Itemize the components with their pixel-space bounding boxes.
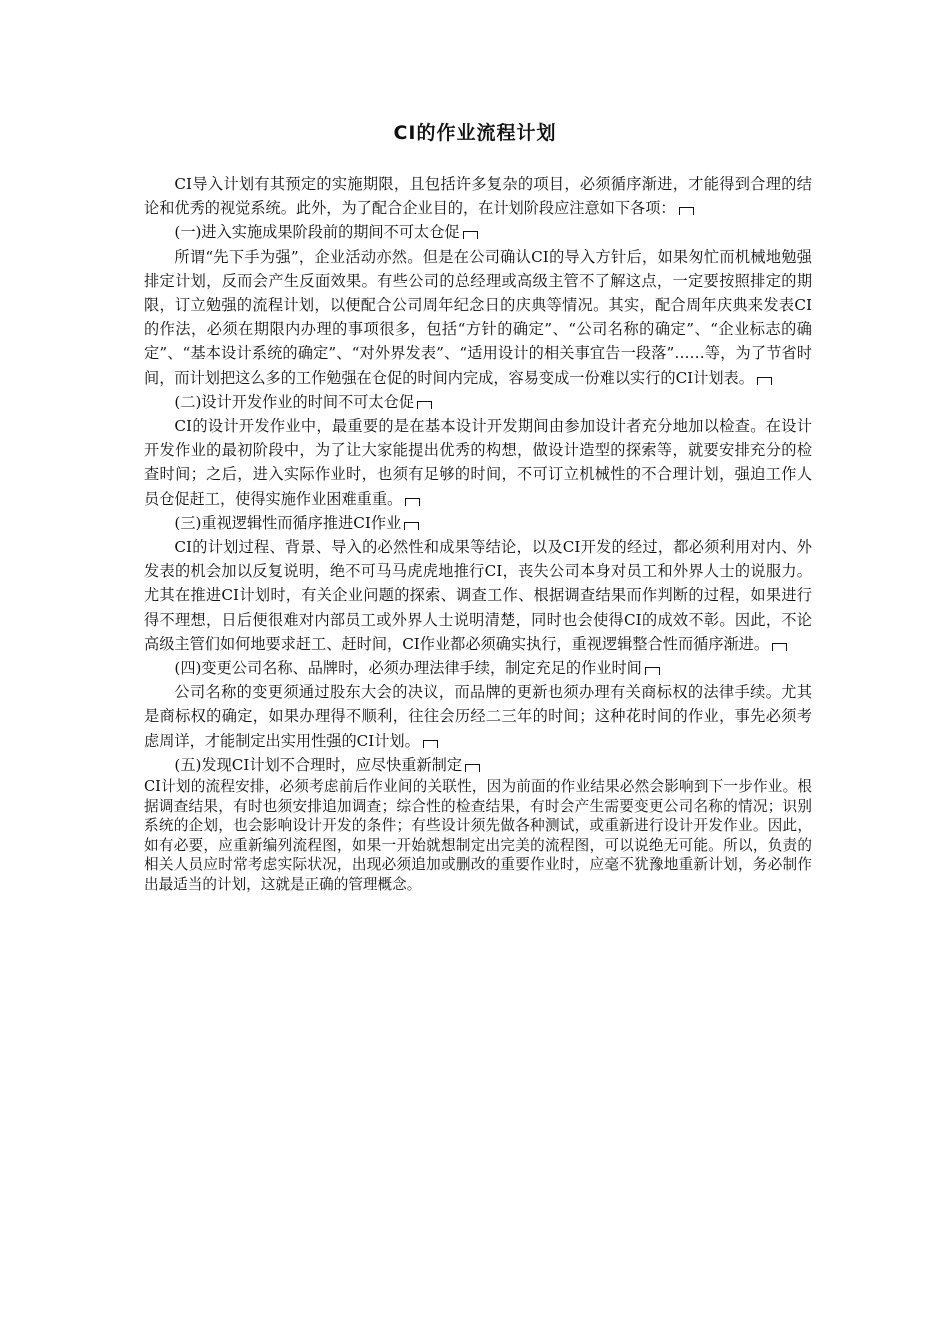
paragraph-mark-icon	[772, 643, 787, 651]
section-heading-5-text: (五)发现CI计划不合理时，应尽快重新制定	[174, 755, 463, 774]
section-body-1	[144, 245, 812, 390]
section-heading-3-text: (三)重视逻辑性而循序推进CI作业	[174, 513, 402, 532]
section-body-5	[144, 777, 812, 895]
section-heading-2	[144, 390, 812, 414]
section-body-1-text: 所谓“先下手为强”，企业活动亦然。但是在公司确认CI的导入方针后，如果匆忙而机械地勉强排定计划，反而会产生反面效果。有些公司的总经理或高级主管不了解这点，一定要按照排定的期限，订立勉强的流程计划，以便配合公司周年纪念日的庆典等情况。其实，配合周年庆典来发表CI的作法，必须在期限内办理的事项很多，包括“方针的确定”、“公司名称的确定”、“企业标志的确定”、“基本设计系统的确定”、“对外界发表”、“适用设计的相关事宜告一段落”……等，为了节省时间，而计划把这么多的工作勉强在仓促的时间内完成，容易变成一份难以实行的CI计划表。	[144, 247, 812, 387]
document-body	[144, 172, 812, 895]
paragraph-mark-icon	[465, 764, 480, 772]
section-heading-2-text: (二)设计开发作业的时间不可太仓促	[174, 392, 415, 411]
paragraph-mark-icon	[463, 231, 478, 239]
section-body-4-text: 公司名称的变更须通过股东大会的决议，而品牌的更新也须办理有关商标权的法律手续。尤其是商标权的确定，如果办理得不顺利，往往会历经二三年的时间；这种花时间的作业，事先必须考虑周详，才能制定出实用性强的CI计划。	[144, 683, 812, 750]
intro-text: CI导入计划有其预定的实施期限，且包括许多复杂的项目，必须循序渐进，才能得到合理的结论和优秀的视觉系统。此外，为了配合企业目的，在计划阶段应注意如下各项：	[144, 175, 812, 218]
document-title: CI的作业流程计划	[393, 122, 557, 144]
section-body-3	[144, 535, 812, 656]
section-body-4	[144, 680, 812, 753]
section-heading-1-text: (一)进入实施成果阶段前的期间不可太仓促	[174, 223, 460, 242]
section-heading-5	[144, 753, 812, 777]
section-body-2-text: CI的设计开发作业中，最重要的是在基本设计开发期间由参加设计者充分地加以检查。在设计开发作业的最初阶段中，为了让大家能提出优秀的构想，做设计造型的探索等，就要安排充分的检查时间；之后，进入实际作业时，也须有足够的时间，不可订立机械性的不合理计划，强迫工作人员仓促赶工，使得实施作业困难重重。	[144, 417, 812, 508]
paragraph-mark-icon	[405, 498, 420, 506]
section-heading-1	[144, 220, 812, 244]
section-heading-4-text: (四)变更公司名称、品牌时，必须办理法律手续，制定充足的作业时间	[174, 659, 642, 678]
paragraph-mark-icon	[423, 740, 438, 748]
paragraph-mark-icon	[404, 522, 419, 530]
section-body-3-text: CI的计划过程、背景、导入的必然性和成果等结论，以及CI开发的经过，都必须利用对内、外发表的机会加以反复说明，绝不可马马虎虎地推行CI，丧失公司本身对员工和外界人士的说服力。尤其在推进CI计划时，有关企业问题的探索、调查工作、根据调查结果而作判断的过程，如果进行得不理想，日后便很难对内部员工或外界人士说明清楚，同时也会使得CI的成效不彰。因此，不论高级主管们如何地要求赶工、赶时间，CI作业都必须确实执行，重视逻辑整合性而循序渐进。	[144, 538, 812, 653]
section-heading-4	[144, 656, 812, 680]
section-heading-3	[144, 511, 812, 535]
paragraph-mark-icon	[417, 401, 432, 409]
section-body-5-text: CI计划的流程安排，必须考虑前后作业间的关联性，因为前面的作业结果必然会影响到下一步作业。根据调查结果，有时也须安排追加调查；综合性的检查结果，有时会产生需要变更公司名称的情况；识别系统的企划，也会影响设计开发的条件；有些设计须先做各种测试，或重新进行设计开发作业。因此，如有必要，应重新编列流程图，如果一开始就想制定出完美的流程图，可以说绝无可能。所以，负责的相关人员应时常考虑实际状况，出现必须追加或删改的重要作业时，应毫不犹豫地重新计划，务必制作出最适当的计划，这就是正确的管理概念。	[144, 778, 812, 894]
paragraph-mark-icon	[679, 207, 694, 215]
paragraph-mark-icon	[757, 377, 772, 385]
paragraph-mark-icon	[645, 667, 660, 675]
section-body-2	[144, 414, 812, 511]
intro-paragraph	[144, 172, 812, 220]
